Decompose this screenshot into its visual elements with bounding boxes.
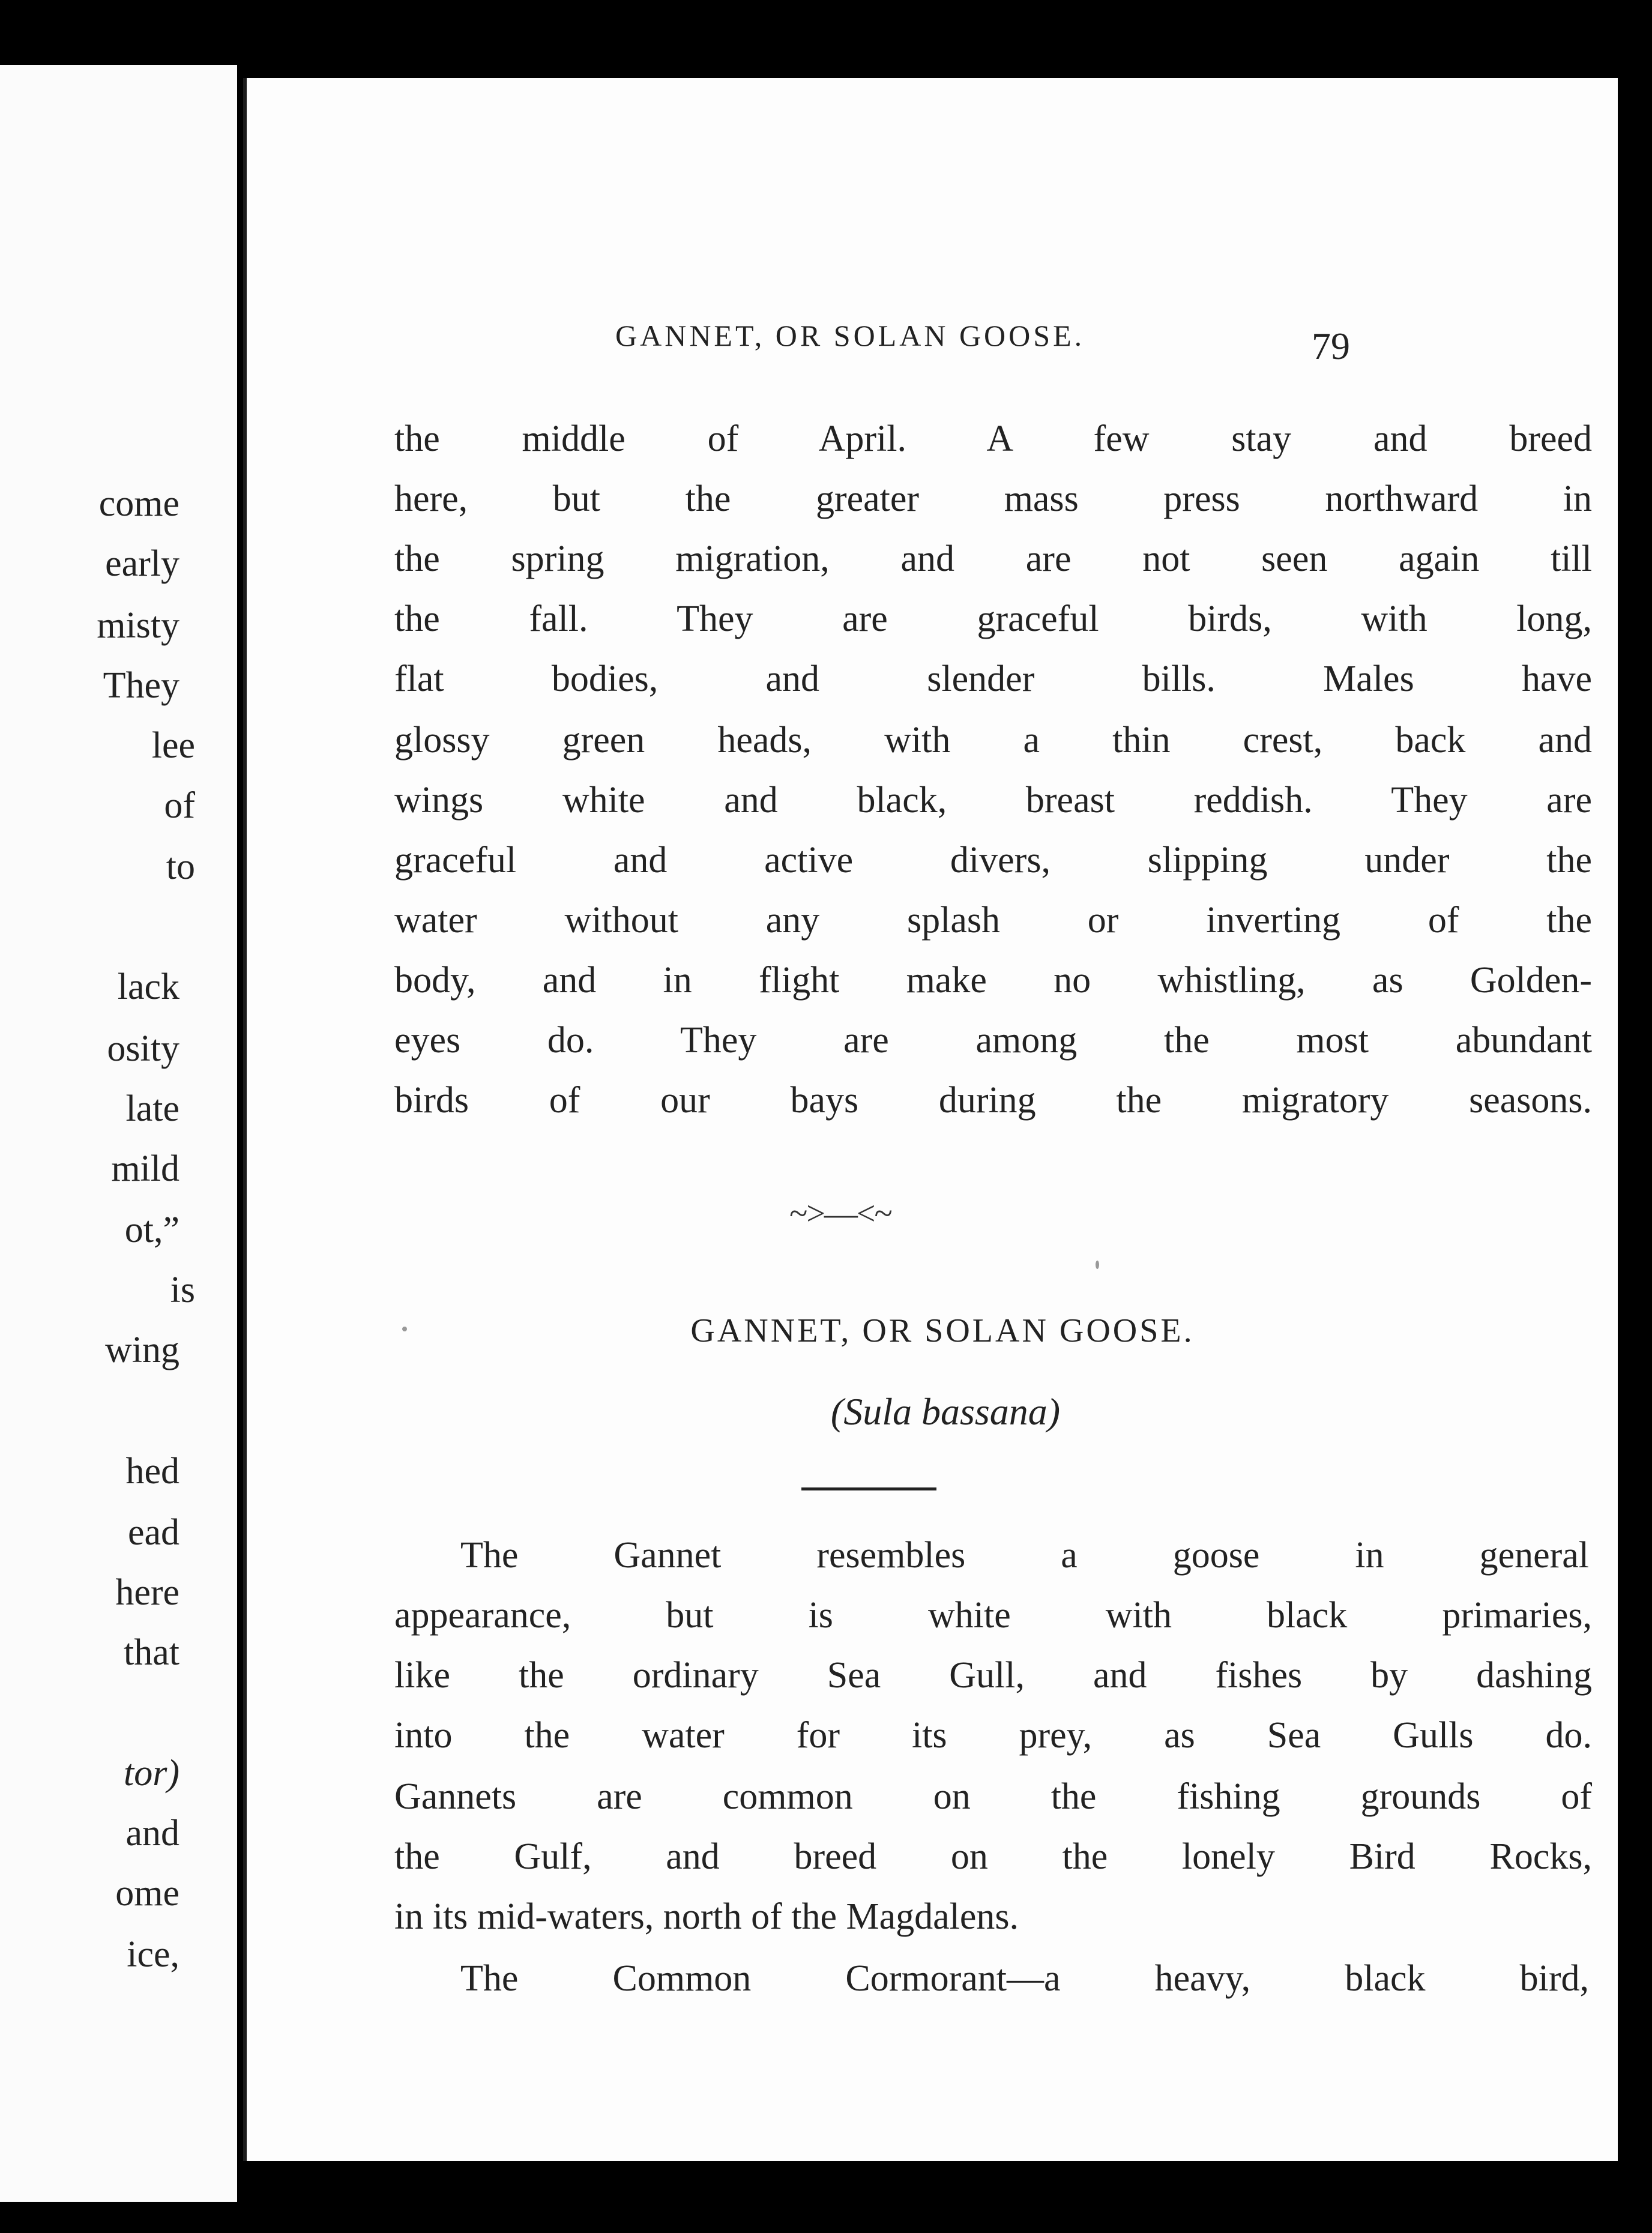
left-line-fragment: lack (117, 966, 179, 1007)
text-line: Gannets are common on the fishing grounds of (394, 1776, 1592, 1817)
text-line: The Common Cormorant—a heavy, black bird, (460, 1958, 1589, 1999)
text-line: the fall. They are graceful birds, with long, (394, 598, 1592, 639)
left-facing-page (0, 65, 237, 2202)
text-line: here, but the greater mass press northward in (394, 478, 1592, 519)
text-line: birds of our bays during the migratory seasons. (394, 1080, 1592, 1121)
left-line-fragment: come (98, 483, 179, 524)
left-line-fragment: ead (127, 1512, 179, 1553)
text-line: like the ordinary Sea Gull, and fishes by dashing (394, 1655, 1592, 1696)
text-line: eyes do. They are among the most abundant (394, 1020, 1592, 1061)
left-line-fragment: ome (115, 1873, 179, 1914)
left-line-fragment: early (105, 543, 179, 584)
left-line-fragment: osity (107, 1028, 179, 1069)
left-line-fragment: to (166, 846, 195, 887)
text-line: body, and in flight make no whistling, as Golden- (394, 960, 1592, 1001)
left-line-fragment: hed (125, 1451, 179, 1492)
left-line-fragment: mild (111, 1148, 179, 1189)
text-line: wings white and black, breast reddish. They are (394, 780, 1592, 821)
section-ornament: ~>—<~ (789, 1195, 891, 1232)
left-line-fragment: wing (105, 1330, 179, 1370)
text-line: water without any splash or inverting of the (394, 900, 1592, 941)
text-line: appearance, but is white with black primaries, (394, 1595, 1592, 1636)
section-title: GANNET, OR SOLAN GOOSE. (690, 1312, 1195, 1349)
running-head: GANNET, OR SOLAN GOOSE. (615, 319, 1085, 352)
section-rule (801, 1487, 936, 1490)
text-line: the spring migration, and are not seen again till (394, 538, 1592, 579)
paper-speck (402, 1327, 407, 1331)
left-line-fragment: They (103, 665, 179, 706)
left-line-fragment: late (125, 1088, 179, 1129)
page-number: 79 (1312, 325, 1350, 367)
left-line-fragment: that (124, 1632, 179, 1673)
left-line-fragment: of (164, 785, 195, 826)
text-line: The Gannet resembles a goose in general (460, 1535, 1589, 1576)
text-line: in its mid-waters, north of the Magdalens. (394, 1896, 1019, 1937)
left-line-fragment: misty (97, 605, 179, 646)
left-line-fragment: and (125, 1813, 179, 1854)
left-line-fragment: is (170, 1270, 195, 1310)
paper-speck (1096, 1261, 1099, 1269)
left-line-fragment: ice, (127, 1934, 179, 1975)
text-line: into the water for its prey, as Sea Gulls do. (394, 1715, 1592, 1756)
text-line: the Gulf, and breed on the lonely Bird Rocks, (394, 1836, 1592, 1877)
text-line: flat bodies, and slender bills. Males have (394, 658, 1592, 699)
text-line: the middle of April. A few stay and breed (394, 418, 1592, 459)
left-line-fragment: here (115, 1572, 179, 1613)
main-page (243, 78, 1618, 2161)
left-line-fragment: ot,” (124, 1210, 179, 1250)
scientific-name: (Sula bassana) (830, 1390, 1061, 1433)
text-line: glossy green heads, with a thin crest, back and (394, 720, 1592, 761)
text-line: graceful and active divers, slipping under the (394, 840, 1592, 881)
left-line-fragment: lee (151, 725, 195, 766)
left-line-fragment: tor) (124, 1753, 179, 1794)
